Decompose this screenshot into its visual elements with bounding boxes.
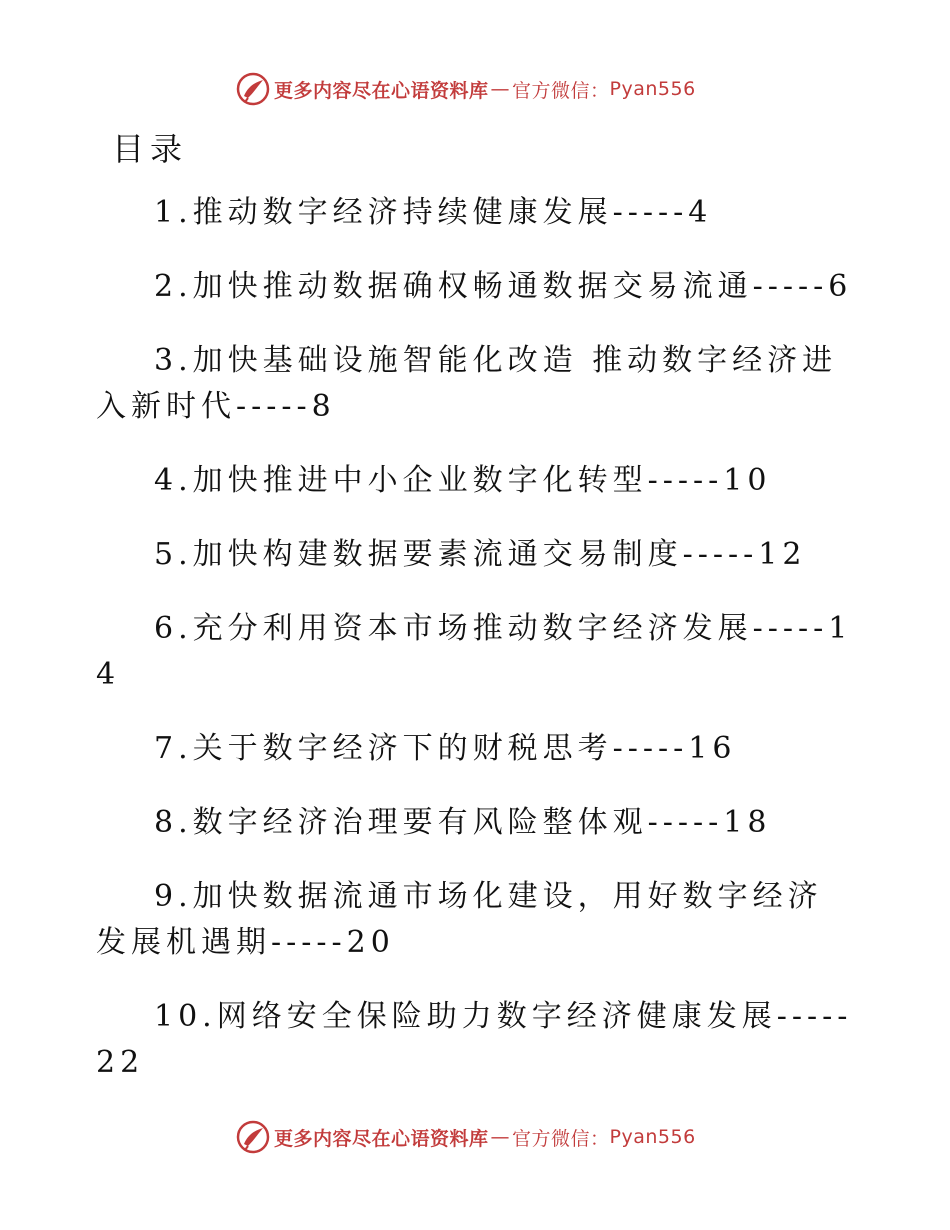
toc-item: 2.加快推动数据确权畅通数据交易流通-----6 [154,269,853,304]
watermark-wechat-label: 官方微信： [512,79,610,102]
toc-item: 8.数字经济治理要有风险整体观-----18 [154,805,772,840]
toc-list [96,190,856,1114]
toc-item: 4.加快推进中小企业数字化转型-----10 [154,463,772,498]
watermark-footer [236,1120,696,1154]
watermark-wechat-label: 官方微信： [512,1127,610,1150]
watermark-separator: — [490,1126,511,1148]
brand-logo-icon [236,72,270,106]
toc-item: 6.充分利用资本市场推动数字经济发展-----14 [96,611,853,692]
toc-item: 5.加快构建数据要素流通交易制度-----12 [154,537,807,572]
toc-item: 9.加快数据流通市场化建设，用好数字经济发展机遇期-----20 [96,879,823,960]
toc-title: 目录 [112,130,189,168]
toc-item: 10.网络安全保险助力数字经济健康发展-----22 [96,999,853,1080]
toc-item: 1.推动数字经济持续健康发展-----4 [154,195,713,230]
watermark-wechat-id: Pyan556 [609,78,696,100]
toc-item: 7.关于数字经济下的财税思考-----16 [154,731,737,766]
watermark-header [236,72,696,106]
watermark-text: 更多内容尽在心语资料库 [274,1127,489,1150]
toc-item: 3.加快基础设施智能化改造 推动数字经济进入新时代-----8 [96,343,838,424]
watermark-text: 更多内容尽在心语资料库 [274,79,489,102]
watermark-wechat-id: Pyan556 [609,1126,696,1148]
brand-logo-icon [236,1120,270,1154]
watermark-separator: — [490,78,511,100]
